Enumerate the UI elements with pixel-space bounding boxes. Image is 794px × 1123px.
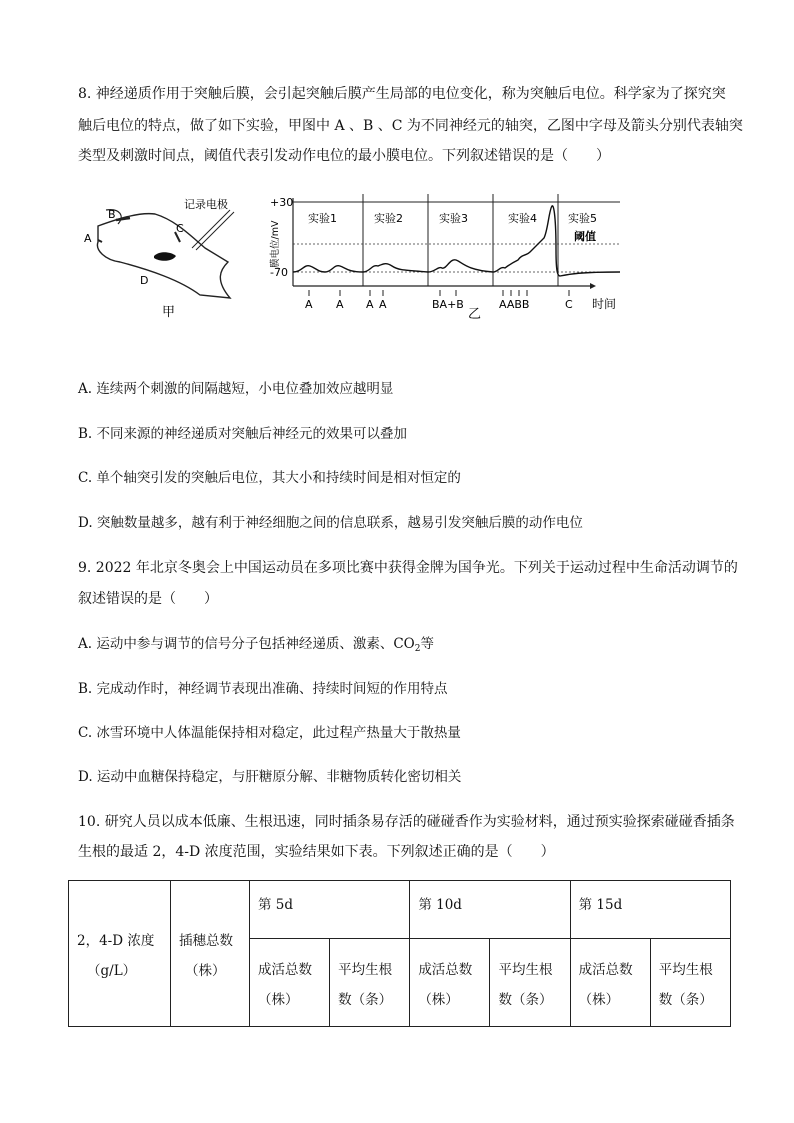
q8-option-c[interactable]: C. 单个轴突引发的突触后电位，其大小和持续时间是相对恒定的 (78, 470, 461, 486)
day10-roots-line-2: 数（条） (498, 991, 553, 1008)
day15-survival-line-1: 成活总数 (578, 961, 633, 978)
q8-stem-line-3: 类型及刺激时间点，阈值代表引发动作电位的最小膜电位。下列叙述错误的是（ ） (78, 148, 610, 164)
yi-stim-4: A (379, 298, 387, 311)
q8-stem-line-2: 触后电位的特点，做了如下实验，甲图中 A 、B 、C 为不同神经元的轴突，乙图中字母及箭头分别代表轴突 (78, 118, 743, 134)
header-day-5: 第 5d (250, 881, 410, 939)
yi-exp-3: 实验3 (439, 212, 468, 225)
q9-option-a[interactable] (78, 634, 434, 659)
yi-xlabel: 时间 (592, 297, 617, 311)
q8-figure (80, 190, 640, 320)
yi-stim-3: A (366, 298, 374, 311)
jia-electrode-label: 记录电极 (184, 198, 228, 211)
header-concentration (69, 881, 171, 1027)
yi-stim-2: A (336, 298, 344, 311)
q8-option-b[interactable]: B. 不同来源的神经递质对突触后神经元的效果可以叠加 (78, 426, 408, 442)
q8-stem-line-1: 8. 神经递质作用于突触后膜，会引起突触后膜产生局部的电位变化，称为突触后电位。科学家为了探究突 (78, 86, 726, 102)
jia-caption: 甲 (162, 305, 176, 320)
header-day-10: 第 10d (410, 881, 570, 939)
yi-y-bottom: -70 (270, 266, 288, 279)
jia-label-c: C (176, 222, 184, 235)
q9-stem-line-1: 9. 2022 年北京冬奥会上中国运动员在多项比赛中获得金牌为国争光。下列关于运动过程中生命活动调节的 (78, 560, 738, 576)
q8-option-d[interactable]: D. 突触数量越多，越有利于神经细胞之间的信息联系，越易引发突触后膜的动作电位 (78, 515, 583, 531)
yi-exp-2: 实验2 (374, 212, 403, 225)
day5-survival-line-1: 成活总数 (258, 961, 312, 978)
day10-survival (410, 939, 490, 1027)
table-header-row-1 (69, 881, 731, 939)
yi-exp-1: 实验1 (308, 212, 337, 225)
yi-ylabel: 膜电位/mV (270, 220, 281, 268)
q9-option-a-subscript: 2 (414, 644, 421, 654)
figure-yi (269, 194, 620, 320)
q10-stem-line-1: 10. 研究人员以成本低廉、生根迅速，同时插条易存活的碰碰香作为实验材料，通过预实验探索碰碰香插条 (78, 814, 735, 830)
q10-results-table (68, 880, 731, 1027)
header-total-cuttings-line-1: 插穗总数 (179, 932, 233, 949)
q9-option-a-suffix: 等 (420, 636, 434, 652)
q9-stem-line-2: 叙述错误的是（ ） (78, 591, 218, 607)
jia-label-b: B (108, 208, 116, 221)
header-concentration-line-2: （g/L） (87, 962, 137, 979)
yi-stim-6: AABB (499, 298, 530, 311)
yi-stim-5: BA+B (432, 298, 464, 311)
day15-roots-line-2: 数（条） (658, 991, 713, 1008)
yi-exp-4: 实验4 (508, 212, 537, 225)
q9-option-a-text: A. 运动中参与调节的信号分子包括神经递质、激素、CO (78, 636, 415, 652)
day15-roots (650, 939, 730, 1027)
header-total-cuttings (171, 881, 250, 1027)
day5-roots-line-1: 平均生根 (338, 961, 393, 978)
header-total-cuttings-line-2: （株） (185, 962, 226, 979)
q10-stem-line-2: 生根的最适 2，4-D 浓度范围，实验结果如下表。下列叙述正确的是（ ） (78, 844, 555, 860)
q9-option-d[interactable]: D. 运动中血糖保持稳定，与肝糖原分解、非糖物质转化密切相关 (78, 769, 462, 785)
q9-option-b[interactable]: B. 完成动作时，神经调节表现出准确、持续时间短的作用特点 (78, 681, 448, 697)
header-concentration-line-1: 2，4-D 浓度 (77, 932, 155, 949)
day10-survival-line-1: 成活总数 (418, 961, 473, 978)
day5-survival (250, 939, 330, 1027)
day5-roots (330, 939, 410, 1027)
day15-roots-line-1: 平均生根 (658, 961, 713, 978)
q9-option-c[interactable]: C. 冰雪环境中人体温能保持相对稳定，此过程产热量大于散热量 (78, 725, 461, 741)
day5-survival-line-2: （株） (258, 991, 299, 1008)
day5-roots-line-2: 数（条） (338, 991, 393, 1008)
q8-option-a[interactable]: A. 连续两个刺激的间隔越短，小电位叠加效应越明显 (78, 381, 394, 397)
day15-survival-line-2: （株） (578, 991, 620, 1008)
jia-label-a: A (84, 232, 92, 245)
yi-stim-1: A (305, 298, 313, 311)
day10-roots-line-1: 平均生根 (498, 961, 553, 978)
yi-y-top: +30 (270, 196, 294, 209)
header-day-15: 第 15d (570, 881, 730, 939)
yi-caption: 乙 (468, 307, 482, 320)
jia-label-d: D (140, 274, 149, 287)
day10-roots (490, 939, 570, 1027)
yi-threshold-label: 阈值 (574, 230, 596, 243)
day15-survival (570, 939, 650, 1027)
day10-survival-line-2: （株） (418, 991, 459, 1008)
yi-exp-5: 实验5 (568, 212, 597, 225)
figure-jia (84, 197, 234, 320)
yi-stim-7: C (565, 298, 573, 311)
